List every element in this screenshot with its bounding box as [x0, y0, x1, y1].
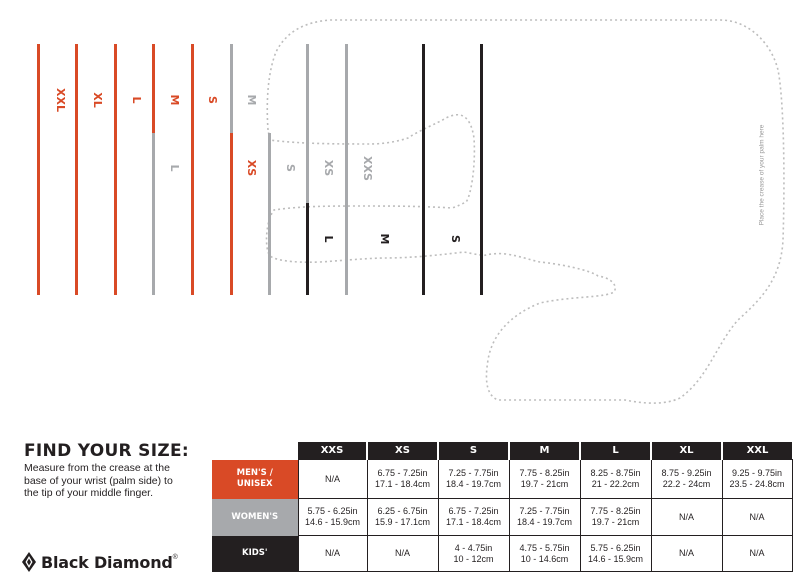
size-cell — [509, 536, 580, 572]
size-cell — [438, 536, 509, 572]
size-cell-inches: 5.75 - 6.25in — [307, 506, 358, 516]
size-cell — [438, 460, 509, 499]
size-cell-cm: 19.7 - 21cm — [591, 517, 640, 527]
size-cell — [438, 499, 509, 536]
size-cell-cm: 14.6 - 15.9cm — [304, 517, 361, 527]
size-header: M — [509, 442, 580, 460]
size-cell-inches: N/A — [678, 511, 694, 522]
size-cell-cm: 18.4 - 19.7cm — [445, 479, 502, 489]
palm-crease-note: Place the crease of your palm here — [758, 124, 766, 226]
size-cell-inches: 4.75 - 5.75in — [519, 542, 570, 553]
measure-line-womens-l — [152, 133, 155, 295]
measure-line-mens-xl — [75, 44, 78, 295]
size-header: XL — [651, 442, 722, 460]
size-table — [212, 442, 793, 572]
measure-label-kids-s: S — [449, 235, 462, 243]
size-header: XS — [367, 442, 438, 460]
measure-label-mens-m: M — [168, 94, 181, 106]
measure-line-kids-s — [480, 44, 483, 295]
size-cell-cm: 17.1 - 18.4cm — [374, 479, 431, 489]
size-cell-cm: 10 - 14.6cm — [520, 553, 569, 564]
size-cell — [651, 499, 722, 536]
table-row — [212, 460, 792, 499]
diamond-icon — [22, 552, 36, 572]
size-cell-inches: 4 - 4.75in — [454, 542, 493, 553]
size-cell-cm: 17.1 - 18.4cm — [445, 517, 502, 527]
table-row — [212, 536, 792, 572]
size-cell-cm: 23.5 - 24.8cm — [729, 479, 785, 489]
size-cell — [367, 460, 438, 499]
measure-line-mens-s — [191, 44, 194, 295]
size-cell — [298, 536, 367, 572]
size-cell-cm: 21 - 22.2cm — [591, 479, 640, 489]
brand-name: Black Diamond — [41, 552, 173, 572]
size-cell-cm: 10 - 12cm — [453, 553, 494, 564]
measure-label-womens-l: L — [168, 164, 181, 172]
measure-line-kids-l — [306, 203, 309, 295]
size-cell-inches: N/A — [324, 473, 340, 484]
table-corner — [212, 442, 298, 460]
size-cell — [509, 499, 580, 536]
size-cell-inches: 6.75 - 7.25in — [448, 506, 499, 516]
row-label-line: MEN'S / — [236, 468, 273, 478]
measure-label-mens-s: S — [206, 96, 219, 104]
size-cell-inches: 6.25 - 6.75in — [377, 506, 428, 516]
table-row — [212, 499, 792, 536]
measure-label-mens-xs: XS — [245, 159, 258, 177]
measure-label-kids-m: M — [378, 233, 391, 245]
size-cell — [509, 460, 580, 499]
size-cell-inches: N/A — [324, 548, 340, 558]
measure-line-womens-m — [230, 44, 233, 133]
size-cell-cm: 22.2 - 24cm — [662, 479, 711, 489]
size-cell-inches: 7.75 - 8.25in — [590, 506, 641, 516]
measure-label-womens-xxs: XXS — [361, 156, 374, 181]
measure-label-kids-l: L — [322, 235, 335, 243]
size-cell — [651, 460, 722, 499]
size-cell — [722, 499, 792, 536]
size-cell-inches: N/A — [394, 548, 410, 558]
size-cell — [298, 460, 367, 499]
size-cell-cm: 15.9 - 17.1cm — [374, 517, 431, 527]
measure-line-mens-xs — [230, 133, 233, 295]
measure-label-mens-xxl: XXL — [54, 88, 67, 112]
size-cell-inches: 8.75 - 9.25in — [661, 468, 712, 478]
size-header: S — [438, 442, 509, 460]
size-cell — [580, 499, 651, 536]
find-size-description: Measure from the crease at the base of your wrist (palm side) to the tip of your middle finger. — [24, 462, 173, 499]
brand-logo — [22, 552, 178, 572]
size-cell — [580, 460, 651, 499]
size-cell-inches: 5.75 - 6.25in — [590, 542, 641, 553]
measure-line-mens-l — [114, 44, 117, 295]
row-label — [212, 499, 298, 536]
size-cell-inches: 7.25 - 7.75in — [519, 506, 570, 516]
size-cell — [722, 536, 792, 572]
size-table-body — [212, 460, 792, 572]
row-label-line: WOMEN'S — [231, 511, 279, 522]
size-cell-inches: N/A — [749, 511, 765, 522]
size-cell-inches: N/A — [678, 548, 694, 558]
size-cell-cm: 19.7 - 21cm — [520, 479, 569, 489]
size-cell — [722, 460, 792, 499]
row-label-line: KIDS' — [241, 548, 268, 558]
size-header: XXL — [722, 442, 792, 460]
size-cell-inches: 9.25 - 9.75in — [731, 468, 783, 478]
size-cell-cm: 18.4 - 19.7cm — [516, 517, 573, 527]
size-cell-cm: 14.6 - 15.9cm — [587, 553, 644, 564]
size-cell-inches: 7.25 - 7.75in — [448, 468, 499, 478]
measure-line-mens-xxl — [37, 44, 40, 295]
measure-label-womens-s: S — [284, 164, 297, 172]
measure-line-womens-xs — [306, 44, 309, 203]
measure-label-womens-xs: XS — [322, 159, 335, 177]
measure-line-womens-s — [268, 133, 271, 295]
size-header-row — [212, 442, 792, 460]
measure-label-mens-xl: XL — [91, 92, 104, 108]
measure-line-womens-xxs — [345, 44, 348, 295]
row-label — [212, 460, 298, 499]
size-cell-inches: N/A — [749, 548, 765, 558]
row-label-line: UNISEX — [236, 479, 273, 489]
size-header: L — [580, 442, 651, 460]
registered-mark: ® — [172, 554, 178, 561]
size-cell-inches: 6.75 - 7.25in — [377, 468, 428, 478]
find-size-title: FIND YOUR SIZE: — [24, 441, 189, 461]
measure-label-mens-l: L — [130, 96, 143, 104]
size-cell — [367, 499, 438, 536]
size-cell-inches: 7.75 - 8.25in — [519, 468, 570, 478]
measure-label-womens-m: M — [245, 94, 258, 106]
size-header: XXS — [298, 442, 367, 460]
row-label — [212, 536, 298, 572]
measure-line-mens-m — [152, 44, 155, 133]
measure-line-kids-m — [422, 44, 425, 295]
size-cell — [298, 499, 367, 536]
size-cell — [367, 536, 438, 572]
size-cell — [651, 536, 722, 572]
size-cell-inches: 8.25 - 8.75in — [590, 468, 641, 478]
size-cell — [580, 536, 651, 572]
